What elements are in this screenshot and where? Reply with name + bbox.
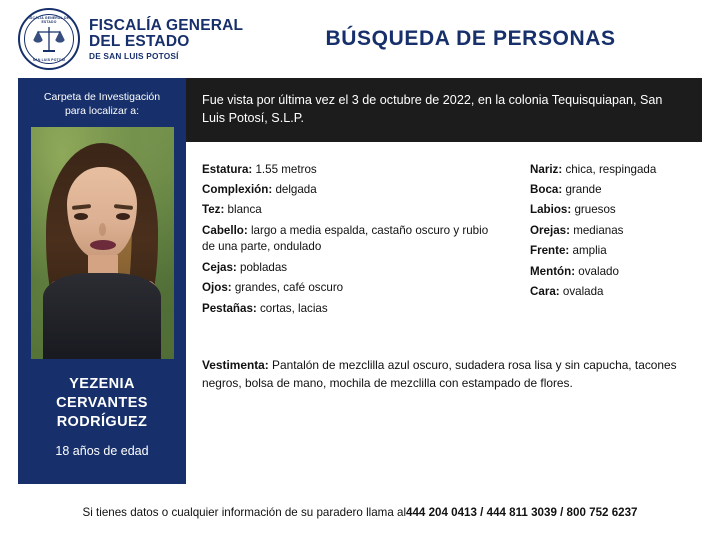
physical-description xyxy=(186,142,702,485)
case-file-label xyxy=(34,90,170,118)
person-panel xyxy=(18,78,186,484)
attribute-label: Pestañas: xyxy=(202,301,257,315)
brand-line-3: DE SAN LUIS POTOSÍ xyxy=(89,50,179,61)
attribute-row xyxy=(202,223,502,256)
clothing-label: Vestimenta: xyxy=(202,358,269,373)
attribute-value: cortas, lacias xyxy=(256,301,328,315)
attribute-row xyxy=(202,301,502,317)
attribute-label: Tez: xyxy=(202,203,225,217)
attribute-value: amplia xyxy=(569,244,607,258)
attribute-row xyxy=(530,182,688,198)
attribute-value: grandes, café oscuro xyxy=(231,281,344,295)
poster-body xyxy=(18,78,702,484)
attribute-label: Nariz: xyxy=(530,162,563,176)
clothing-description xyxy=(202,357,688,393)
attribute-row xyxy=(530,264,688,280)
poster-header xyxy=(0,0,720,78)
attributes-column-left xyxy=(202,162,502,322)
clothing-value: Pantalón de mezclilla azul oscuro, sudadera rosa lisa y sin capucha, tacones negros, bolsa de mano, mochila de mezclilla con estampado de flores. xyxy=(202,358,677,390)
attribute-value: gruesos xyxy=(571,203,616,217)
brand-line-1: FISCALÍA GENERAL xyxy=(89,16,244,34)
attribute-value: chica, respingada xyxy=(562,162,657,176)
attribute-label: Cejas: xyxy=(202,260,237,274)
contact-footer xyxy=(0,484,720,540)
contact-phone-numbers: 444 204 0413 / 444 811 3039 / 800 752 6237 xyxy=(406,505,638,519)
attribute-label: Complexión: xyxy=(202,182,273,196)
attribute-row xyxy=(530,162,688,178)
attribute-row xyxy=(202,280,502,296)
seal-text-top: FISCALIA GENERAL DEL ESTADO xyxy=(26,16,72,24)
attribute-label: Orejas: xyxy=(530,223,570,237)
attribute-row xyxy=(202,162,502,178)
case-file-line-1: Carpeta de Investigación xyxy=(43,91,161,103)
attribute-label: Boca: xyxy=(530,182,563,196)
attribute-value: grande xyxy=(562,182,602,196)
attribute-value: ovalado xyxy=(575,264,619,278)
attribute-value: delgada xyxy=(272,182,317,196)
attribute-row xyxy=(530,284,688,300)
contact-text: Si tienes datos o cualquier información de su paradero llama al xyxy=(82,505,407,519)
page-title: BÚSQUEDA DE PERSONAS xyxy=(325,27,616,50)
scales-of-justice-icon xyxy=(31,21,67,57)
attribute-row xyxy=(202,260,502,276)
case-file-line-2: para localizar a: xyxy=(64,105,140,118)
attribute-value: 1.55 metros xyxy=(252,162,317,176)
attribute-label: Labios: xyxy=(530,203,572,217)
person-photo xyxy=(31,127,174,359)
last-seen-banner: Fue vista por última vez el 3 de octubre de 2022, en la colonia Tequisquiapan, San Luis Potosí, S.L.P. xyxy=(186,78,702,142)
person-name: YEZENIA CERVANTES RODRÍGUEZ xyxy=(56,376,148,431)
attribute-row xyxy=(530,243,688,259)
attribute-label: Frente: xyxy=(530,244,570,258)
attribute-row xyxy=(530,202,688,218)
institution-logo xyxy=(18,8,243,70)
attribute-value: largo a media espalda, castaño oscuro y rubio de una parte, ondulado xyxy=(202,223,489,254)
attribute-label: Mentón: xyxy=(530,264,576,278)
attribute-label: Ojos: xyxy=(202,281,232,295)
attribute-label: Cara: xyxy=(530,285,560,299)
brand-line-2: DEL ESTADO xyxy=(89,32,190,50)
attribute-value: blanca xyxy=(224,203,262,217)
details-panel xyxy=(186,78,702,484)
seal-text-bottom: SAN LUIS POTOSI xyxy=(32,58,66,62)
attribute-row xyxy=(202,202,502,218)
attribute-value: pobladas xyxy=(236,260,288,274)
institution-name xyxy=(89,18,243,60)
attribute-label: Estatura: xyxy=(202,162,253,176)
attribute-row xyxy=(530,223,688,239)
attribute-value: ovalada xyxy=(559,285,604,299)
attributes-column-right xyxy=(512,162,688,322)
attribute-label: Cabello: xyxy=(202,223,248,237)
attribute-value: medianas xyxy=(569,223,624,237)
attribute-row xyxy=(202,182,502,198)
government-seal-icon xyxy=(18,8,80,70)
person-age: 18 años de edad xyxy=(55,443,149,458)
